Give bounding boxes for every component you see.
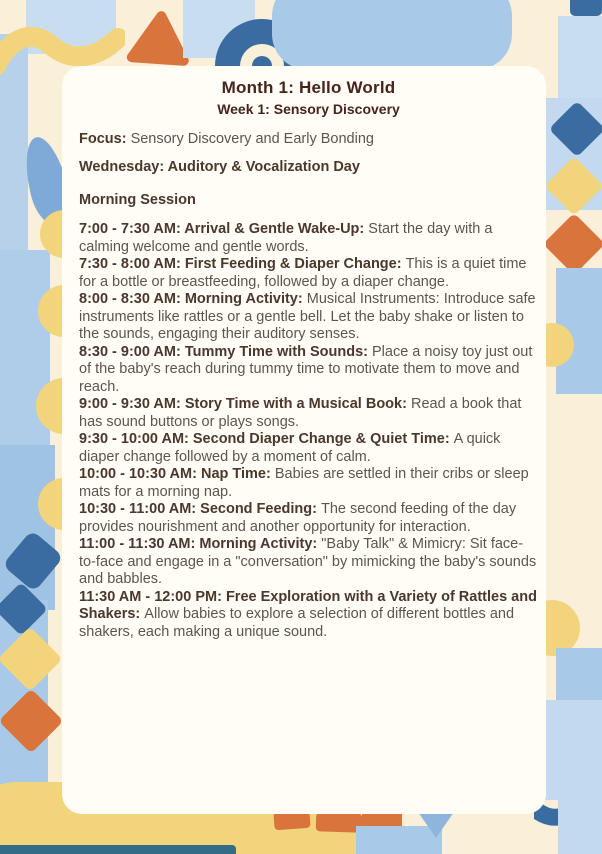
page-title: Month 1: Hello World	[221, 78, 396, 97]
schedule-description: Musical Instruments: Introduce safe instruments like rattles or a gentle bell. Let the baby shake or listen to the sounds, engaging their auditory senses.	[79, 291, 536, 342]
focus-label: Focus:	[79, 131, 127, 147]
schedule-description: Read a book that has sound buttons or plays songs.	[79, 396, 522, 430]
page-subtitle: Week 1: Sensory Discovery	[217, 101, 400, 117]
schedule-item	[79, 466, 538, 501]
schedule-card	[62, 66, 546, 814]
schedule-time: 8:30 - 9:00 AM:	[79, 343, 185, 360]
toy-block-icon	[570, 0, 602, 16]
schedule-description: Allow babies to explore a selection of different bottles and shakers, each making a unique sound.	[79, 606, 515, 640]
blue-strip-decor	[558, 758, 602, 854]
schedule-description: The second feeding of the day provides nourishment and another opportunity for interaction.	[79, 501, 517, 535]
schedule-description: A quick diaper change followed by a moment of calm.	[79, 431, 501, 465]
blue-rect-decor	[356, 826, 442, 854]
schedule-item	[79, 221, 538, 256]
schedule-time: 10:00 - 10:30 AM:	[79, 466, 201, 482]
blue-square-decor	[558, 16, 602, 108]
schedule-time: 11:30 AM - 12:00 PM:	[79, 588, 226, 605]
schedule-description: Place a noisy toy just out of the baby's reach during tummy time to motivate them to move and reach.	[79, 343, 533, 395]
session-heading: Morning Session	[79, 192, 196, 208]
schedule-description: This is a quiet time for a bottle or breastfeeding, followed by a diaper change.	[79, 256, 527, 290]
schedule-activity: Arrival & Gentle Wake-Up:	[184, 221, 369, 237]
schedule-list	[79, 221, 538, 641]
schedule-activity: Story Time with a Musical Book:	[184, 396, 411, 412]
focus-line	[79, 131, 538, 147]
schedule-activity: Nap Time:	[200, 466, 275, 482]
blue-strip-decor	[0, 250, 50, 460]
schedule-item	[79, 501, 538, 536]
schedule-time: 7:30 - 8:00 AM:	[79, 256, 185, 272]
day-heading: Wednesday: Auditory & Vocalization Day	[79, 159, 360, 175]
schedule-description: Start the day with a calming welcome and gentle words.	[79, 221, 493, 255]
blue-cloud-decor	[272, 0, 512, 70]
schedule-item	[79, 256, 538, 291]
schedule-item	[79, 396, 538, 431]
schedule-activity: Tummy Time with Sounds:	[184, 343, 372, 360]
schedule-activity: First Feeding & Diaper Change:	[184, 256, 406, 272]
schedule-item	[79, 291, 538, 344]
schedule-time: 9:00 - 9:30 AM:	[79, 396, 185, 412]
schedule-item	[79, 431, 538, 466]
schedule-time: 10:30 - 11:00 AM:	[79, 501, 201, 517]
schedule-activity: Second Feeding:	[200, 501, 321, 517]
schedule-time: 8:00 - 8:30 AM:	[79, 291, 185, 307]
schedule-time: 7:00 - 7:30 AM:	[79, 221, 185, 237]
schedule-item	[79, 589, 538, 642]
schedule-time: 11:00 - 11:30 AM:	[79, 536, 200, 552]
schedule-description: Babies are settled in their cribs or sleep mats for a morning nap.	[79, 466, 529, 500]
schedule-description: "Baby Talk" & Mimicry: Sit face-to-face and engage in a "conversation" by mimicking the baby's sounds and babbles.	[79, 536, 537, 587]
orange-diamond-icon	[543, 213, 602, 275]
schedule-activity: Second Diaper Change & Quiet Time:	[192, 431, 454, 447]
schedule-item	[79, 536, 538, 589]
focus-text: Sensory Discovery and Early Bonding	[130, 131, 374, 147]
schedule-activity: Morning Activity:	[184, 291, 307, 307]
schedule-item	[79, 344, 538, 397]
schedule-time: 9:30 - 10:00 AM:	[79, 431, 193, 447]
schedule-activity: Morning Activity:	[199, 536, 322, 552]
schedule-activity: Free Exploration with a Variety of Rattles and Shakers:	[79, 588, 537, 622]
teal-strip-decor	[0, 845, 236, 854]
